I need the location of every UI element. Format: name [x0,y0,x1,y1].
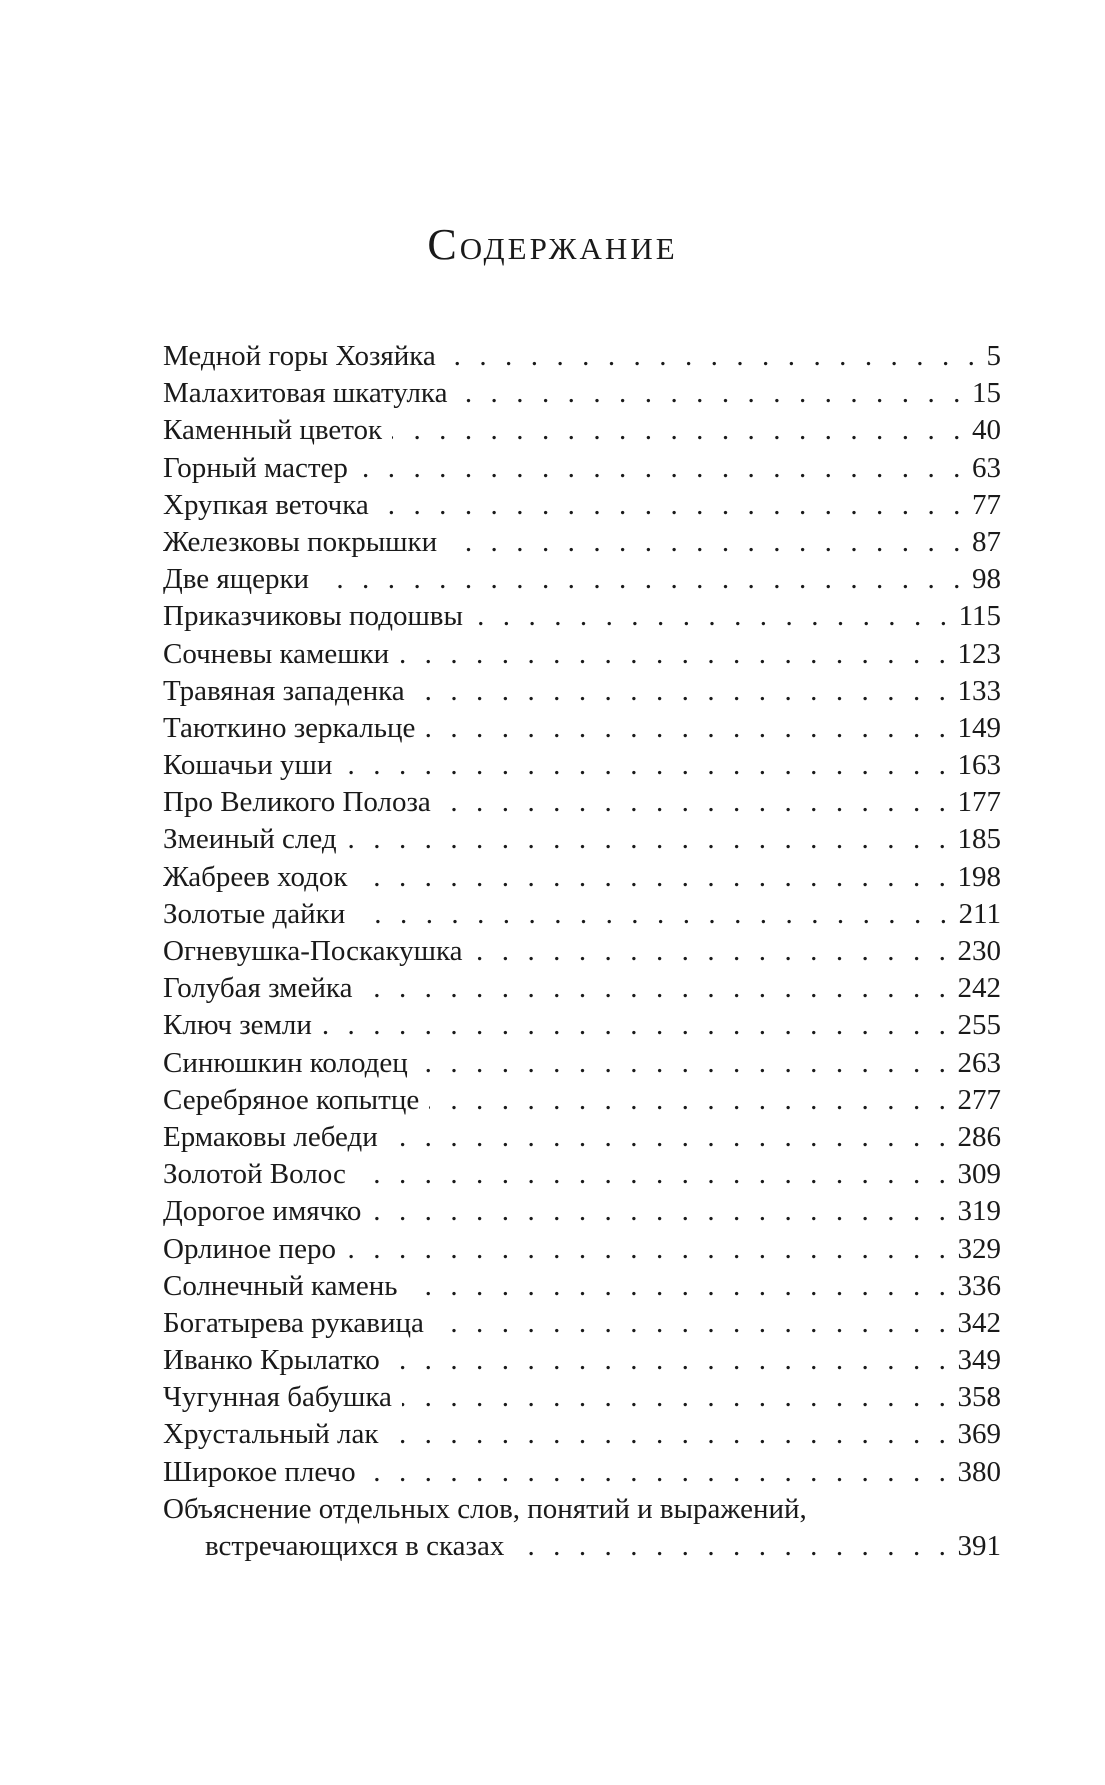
toc-entry-page: 277 [957,1083,1001,1116]
toc-entry [163,1454,1001,1491]
toc-entry-page: 40 [972,414,1001,447]
toc-entry-page: 349 [957,1344,1001,1377]
dot-leader [457,375,966,412]
toc-entry [163,1193,1001,1230]
toc-entry [163,1305,1001,1342]
dot-leader [358,450,966,487]
toc-entry [163,821,1001,858]
toc-entry-page: 149 [957,711,1001,744]
toc-entry-page: 198 [957,860,1001,893]
toc-entry-title: Богатырева рукавица [163,1306,424,1339]
toc-entry-page: 309 [957,1158,1001,1191]
toc-entry-page: 133 [957,674,1001,707]
toc-entry-page: 177 [957,786,1001,819]
toc-entry-page: 87 [972,525,1001,558]
dot-leader [425,710,951,747]
toc-entry-title: Травяная западенка [163,674,405,707]
dot-leader [514,1528,951,1565]
toc-entry-page: 242 [957,972,1001,1005]
toc-entry [163,784,1001,821]
toc-entry [163,747,1001,784]
toc-entry-page: 286 [957,1120,1001,1153]
toc-entry-title: Горный мастер [163,451,348,484]
toc-entry-title: Медной горы Хозяйка [163,340,436,372]
toc-entry-page: 63 [972,451,1001,484]
table-of-contents [163,338,1001,1565]
toc-entry-title: Железковы покрышки [163,525,438,558]
toc-entry [163,1379,1001,1416]
toc-entry [163,598,1001,635]
toc-entry-title: Про Великого Полоза [163,786,431,819]
toc-entry-title: Голубая змейка [163,972,353,1005]
toc-entry-title: Дорогое имячко [163,1195,362,1228]
toc-entry-page: 15 [972,377,1001,410]
toc-entry-page: 369 [957,1418,1001,1451]
toc-entries [163,338,1001,1491]
dot-leader [379,487,966,524]
toc-entry-title: Ермаковы лебеди [163,1120,378,1153]
toc-entry [163,338,1001,375]
toc-entry-title: Таюткино зеркальце [163,711,416,744]
toc-entry-page: 380 [957,1455,1001,1488]
toc-entry-title: Две ящерки [163,563,310,596]
toc-entry-page: 342 [957,1306,1001,1339]
toc-entry-title: Жабреев ходок [163,860,348,893]
toc-entry-page: 319 [957,1195,1001,1228]
toc-entry [163,375,1001,412]
toc-entry [163,710,1001,747]
dot-leader [322,1007,952,1044]
toc-entry-title: Орлиное перо [163,1232,336,1265]
toc-entry-title: Солнечный камень [163,1269,398,1302]
dot-leader [390,1342,952,1379]
dot-leader [357,859,951,896]
dot-leader [399,636,951,673]
toc-entry-page: 255 [957,1009,1001,1042]
dot-leader [356,1156,952,1193]
dot-leader [429,1082,951,1119]
dot-leader [402,1379,952,1416]
toc-entry-title: Змеиный след [163,823,337,856]
toc-entry-page: 336 [957,1269,1001,1302]
toc-entry [163,487,1001,524]
toc-entry [163,561,1001,598]
toc-entry-page: 5 [986,340,1001,372]
toc-entry-page: 123 [957,637,1001,670]
toc-entry-title: Малахитовая шкатулка [163,377,448,410]
toc-entry-page: 185 [957,823,1001,856]
glossary-entry-line1: Объяснение отдельных слов, понятий и выражений, [163,1492,807,1525]
toc-entry [163,1268,1001,1305]
glossary-entry-line2: встречающихся в сказах [205,1530,505,1562]
page-title: Содержание [427,220,678,269]
toc-entry-page: 77 [972,488,1001,521]
toc-entry [163,412,1001,449]
dot-leader [388,1119,952,1156]
toc-entry-title: Огневушка-Поскакушка [163,935,463,967]
toc-entry-title: Широкое плечо [163,1455,356,1488]
dot-leader [446,338,981,375]
dot-leader [346,1231,952,1268]
toc-entry-page: 358 [957,1381,1001,1414]
dot-leader [355,896,952,933]
toc-entry-page: 163 [957,749,1001,782]
toc-entry-title: Хрустальный лак [163,1418,379,1451]
dot-leader [473,598,953,635]
dot-leader [473,933,952,970]
glossary-entry [163,1528,1001,1565]
glossary-entry-page: 391 [957,1530,1001,1562]
toc-entry-title: Сочневы камешки [163,637,390,670]
dot-leader [434,1305,952,1342]
dot-leader [415,673,952,710]
toc-entry [163,673,1001,710]
toc-entry [163,1082,1001,1119]
toc-entry-title: Синюшкин колодец [163,1046,408,1079]
toc-entry-page: 263 [957,1046,1001,1079]
dot-leader [366,1454,952,1491]
dot-leader [389,1416,952,1453]
toc-entry [163,524,1001,561]
toc-entry [163,859,1001,896]
toc-entry-title: Кошачьи уши [163,749,333,782]
toc-entry-page: 329 [957,1232,1001,1265]
toc-entry [163,970,1001,1007]
toc-entry-title: Приказчиковы подошвы [163,600,463,633]
toc-entry [163,636,1001,673]
toc-entry-page: 230 [957,935,1001,967]
toc-entry [163,933,1001,970]
toc-entry [163,1007,1001,1044]
dot-leader [447,524,966,561]
toc-entry-title: Хрупкая веточка [163,488,369,521]
dot-leader [392,412,966,449]
dot-leader [418,1045,952,1082]
dot-leader [441,784,952,821]
dot-leader [347,821,952,858]
dot-leader [319,561,966,598]
toc-entry [163,1156,1001,1193]
toc-entry [163,1416,1001,1453]
toc-entry-page: 211 [958,897,1001,930]
toc-entry-title: Ключ земли [163,1009,312,1042]
dot-leader [342,747,951,784]
dot-leader [371,1193,951,1230]
toc-entry [163,1045,1001,1082]
dot-leader [407,1268,951,1305]
toc-entry [163,1119,1001,1156]
toc-entry-title: Иванко Крылатко [163,1344,380,1377]
toc-entry [163,1231,1001,1268]
toc-entry [163,896,1001,933]
toc-entry-title: Каменный цветок [163,414,383,447]
toc-entry-title: Серебряное копытце [163,1083,420,1116]
toc-entry [163,1342,1001,1379]
toc-entry-title: Чугунная бабушка [163,1381,392,1414]
toc-entry [163,450,1001,487]
toc-entry-page: 98 [972,563,1001,596]
toc-entry-title: Золотые дайки [163,897,346,930]
toc-entry-page: 115 [958,600,1001,633]
toc-entry-title: Золотой Волос [163,1158,346,1191]
dot-leader [362,970,951,1007]
